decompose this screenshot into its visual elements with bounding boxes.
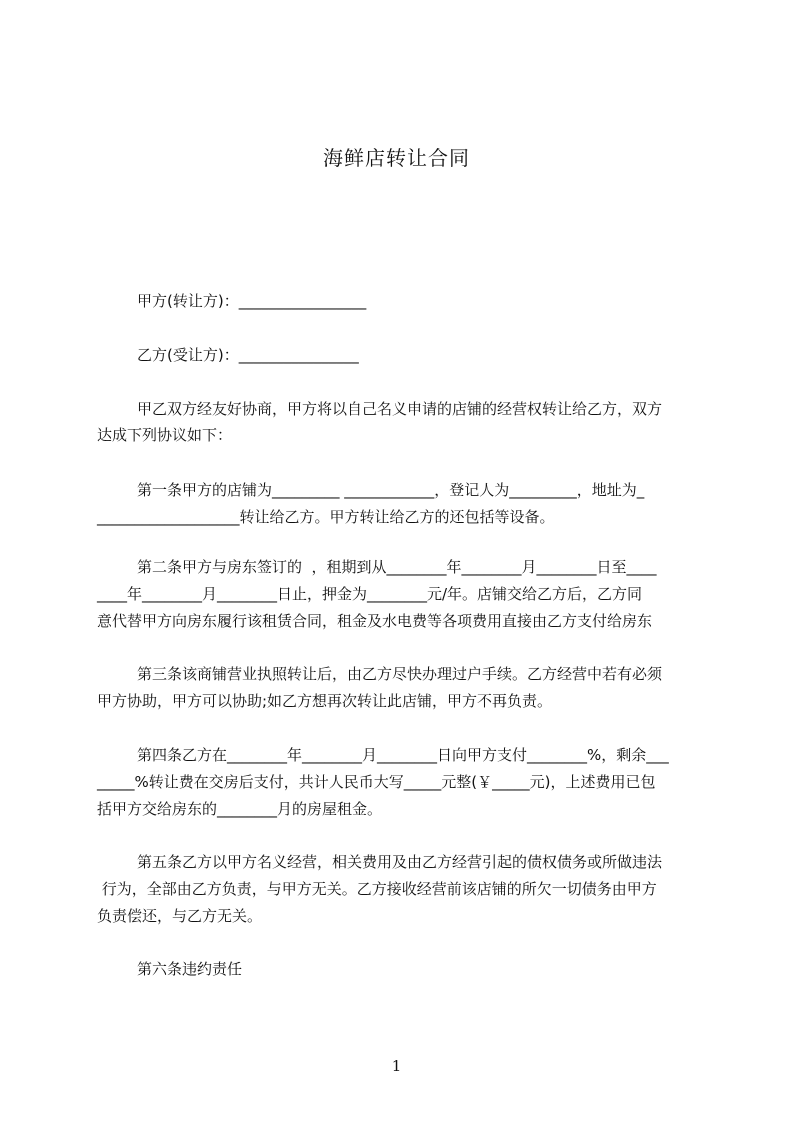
article2-line-3: 意代替甲方向房东履行该租赁合同，租金及水电费等各项费用直接由乙方支付给房东 [97, 612, 653, 630]
article2-line-2: ____年________月________日止，押金为________元/年。店铺交给乙方后，乙方同 [97, 585, 643, 603]
article3-line-2: 甲方协助，甲方可以协助;如乙方想再次转让此店铺，甲方不再负责。 [97, 692, 553, 710]
article4-line-3: 括甲方交给房东的________月的房屋租金。 [97, 800, 383, 818]
article1-line-1: 第一条甲方的店铺为_________ ____________，登记人为_________，地址为_ [137, 481, 645, 499]
article5-line-2: 行为，全部由乙方负责，与甲方无关。乙方接收经营前该店铺的所欠一切债务由甲方 [97, 880, 657, 898]
article6-heading: 第六条违约责任 [137, 960, 243, 978]
party-b-line: 乙方(受让方)：________________ [137, 346, 359, 364]
article1-line-2: ___________________转让给乙方。甲方转让给乙方的还包括等设备。 [97, 508, 555, 526]
intro-line-1: 甲乙双方经友好协商，甲方将以自己名义申请的店铺的经营权转让给乙方，双方 [137, 400, 663, 418]
article3-line-1: 第三条该商铺营业执照转让后，由乙方尽快办理过户手续。乙方经营中若有必须 [137, 665, 663, 683]
party-a-line: 甲方(转让方)：_________________ [137, 292, 367, 310]
page-number: 1 [391, 1057, 402, 1075]
document-title: 海鲜店转让合同 [323, 146, 470, 170]
article4-line-2: _____%转让费在交房后支付，共计人民币大写_____元整(￥_____元)，上述费用已包 [97, 773, 656, 791]
article4-line-1: 第四条乙方在________年________月________日向甲方支付________%，剩余___ [137, 746, 669, 764]
article5-line-1: 第五条乙方以甲方名义经营，相关费用及由乙方经营引起的债权债务或所做违法 [137, 853, 663, 871]
article2-line-1: 第二条甲方与房东签订的 ，租期到从________年________月________日至____ [137, 558, 657, 576]
intro-line-2: 达成下列协议如下： [97, 426, 233, 444]
article5-line-3: 负责偿还，与乙方无关。 [97, 907, 263, 925]
